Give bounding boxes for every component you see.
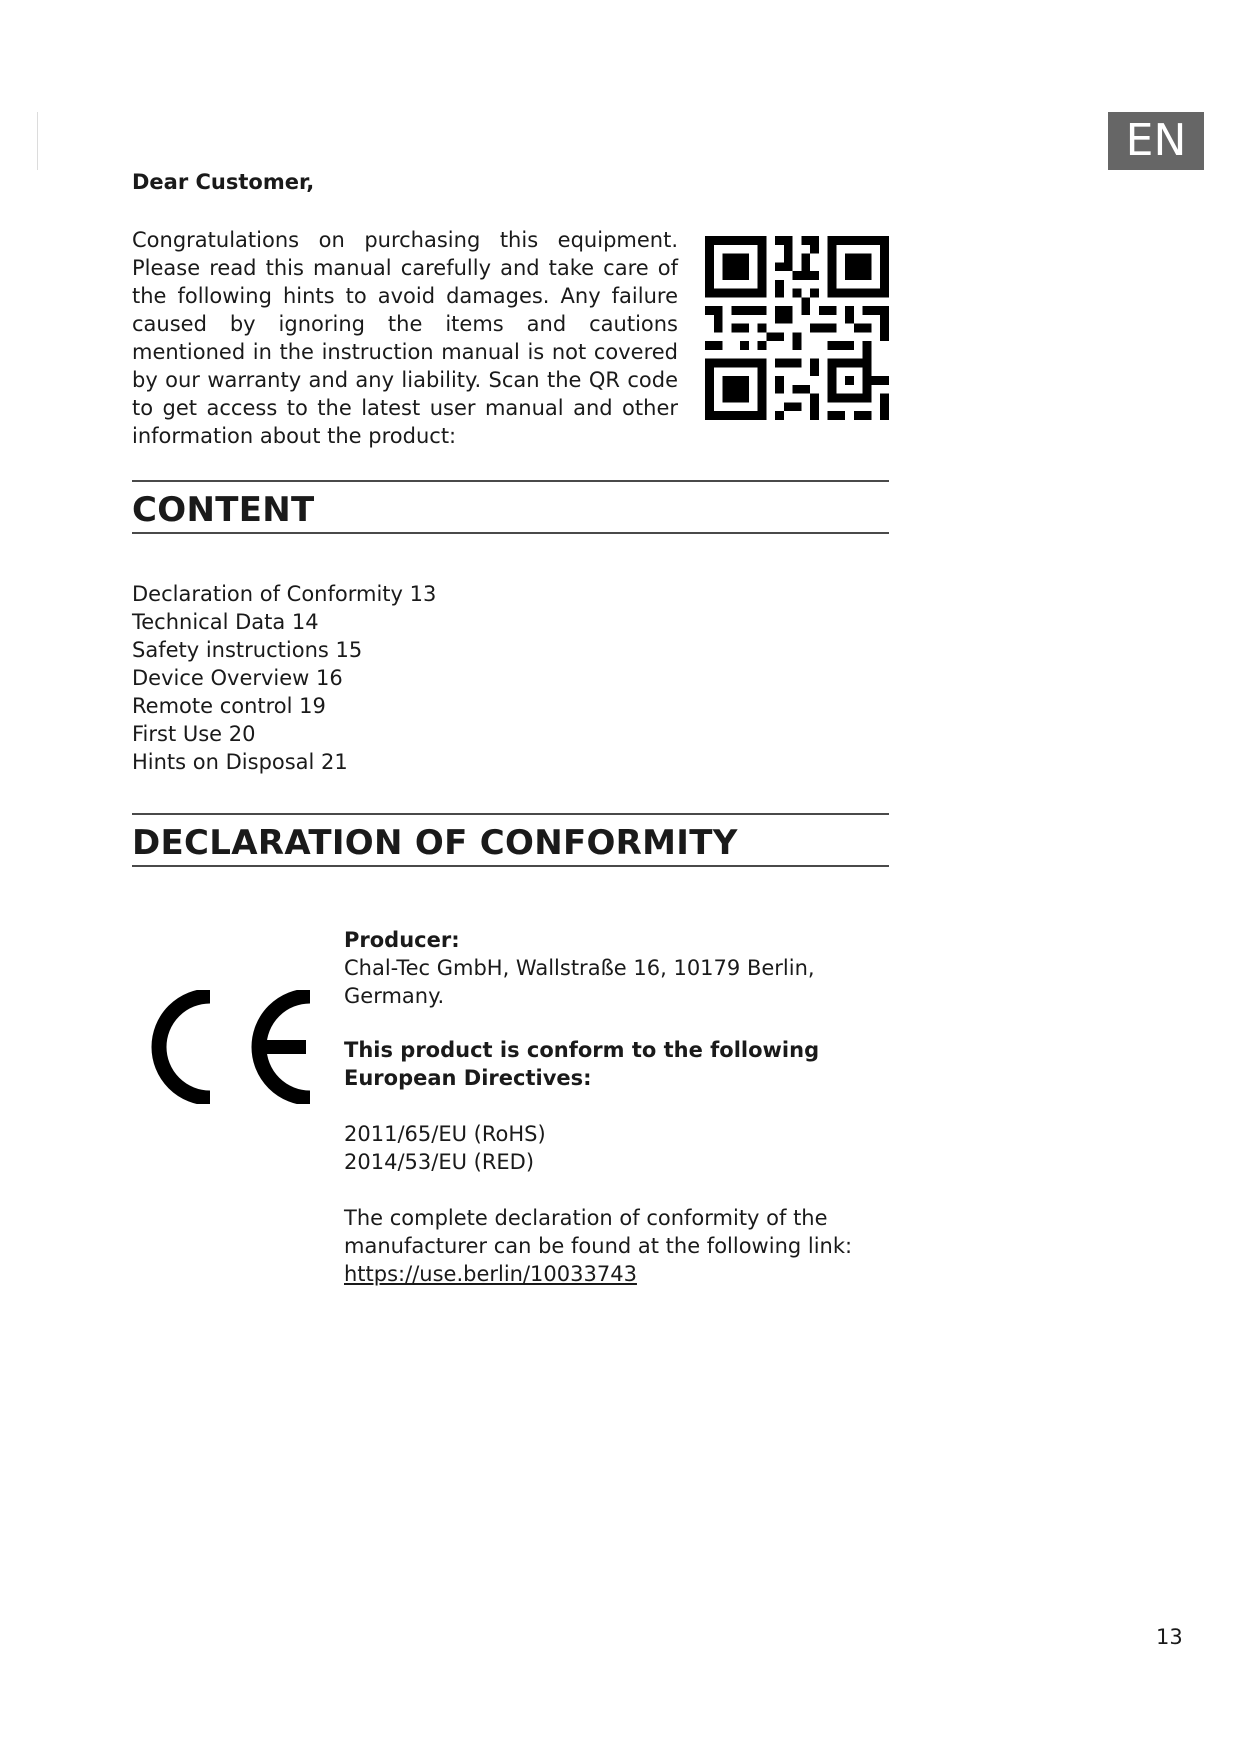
toc-item[interactable]: First Use 20 [132,722,256,746]
intro-paragraph: Congratulations on purchasing this equipment. Please read this manual carefully and take care of the following hints to avoid damages. Any failure caused by ignoring the items and cautions mentioned in the instruction manual is not covered by our warranty and any liability. Scan the QR code to get access to the latest user manual and other information about the product: [132,228,678,448]
ce-mark-icon [148,990,314,1104]
table-of-contents [132,580,436,776]
directive-item: 2014/53/EU (RED) [344,1150,535,1174]
section-rule-bottom [132,865,889,867]
toc-item[interactable]: Remote control 19 [132,694,326,718]
complete-declaration-text: The complete declaration of conformity of the manufacturer can be found at the following link: [344,1206,853,1258]
toc-item[interactable]: Device Overview 16 [132,666,343,690]
section-rule-top [132,813,889,815]
toc-item[interactable]: Declaration of Conformity 13 [132,582,437,606]
toc-item[interactable]: Safety instructions 15 [132,638,363,662]
declaration-details [344,926,904,1288]
producer-label: Producer: [344,928,460,952]
page-number: 13 [1156,1625,1183,1649]
qr-code[interactable] [705,236,889,420]
directives-label: This product is conform to the following European Directives: [344,1038,820,1090]
language-badge: EN [1108,112,1204,170]
margin-mark [37,112,38,170]
declaration-title: DECLARATION OF CONFORMITY [132,823,738,863]
section-rule-bottom [132,532,889,534]
toc-item[interactable]: Hints on Disposal 21 [132,750,348,774]
declaration-link[interactable]: https://use.berlin/10033743 [344,1262,637,1286]
directive-item: 2011/65/EU (RoHS) [344,1122,546,1146]
section-rule-top [132,480,889,482]
producer-address: Chal-Tec GmbH, Wallstraße 16, 10179 Berlin, Germany. [344,956,815,1008]
toc-item[interactable]: Technical Data 14 [132,610,319,634]
greeting: Dear Customer, [132,170,315,194]
content-title: CONTENT [132,490,315,530]
